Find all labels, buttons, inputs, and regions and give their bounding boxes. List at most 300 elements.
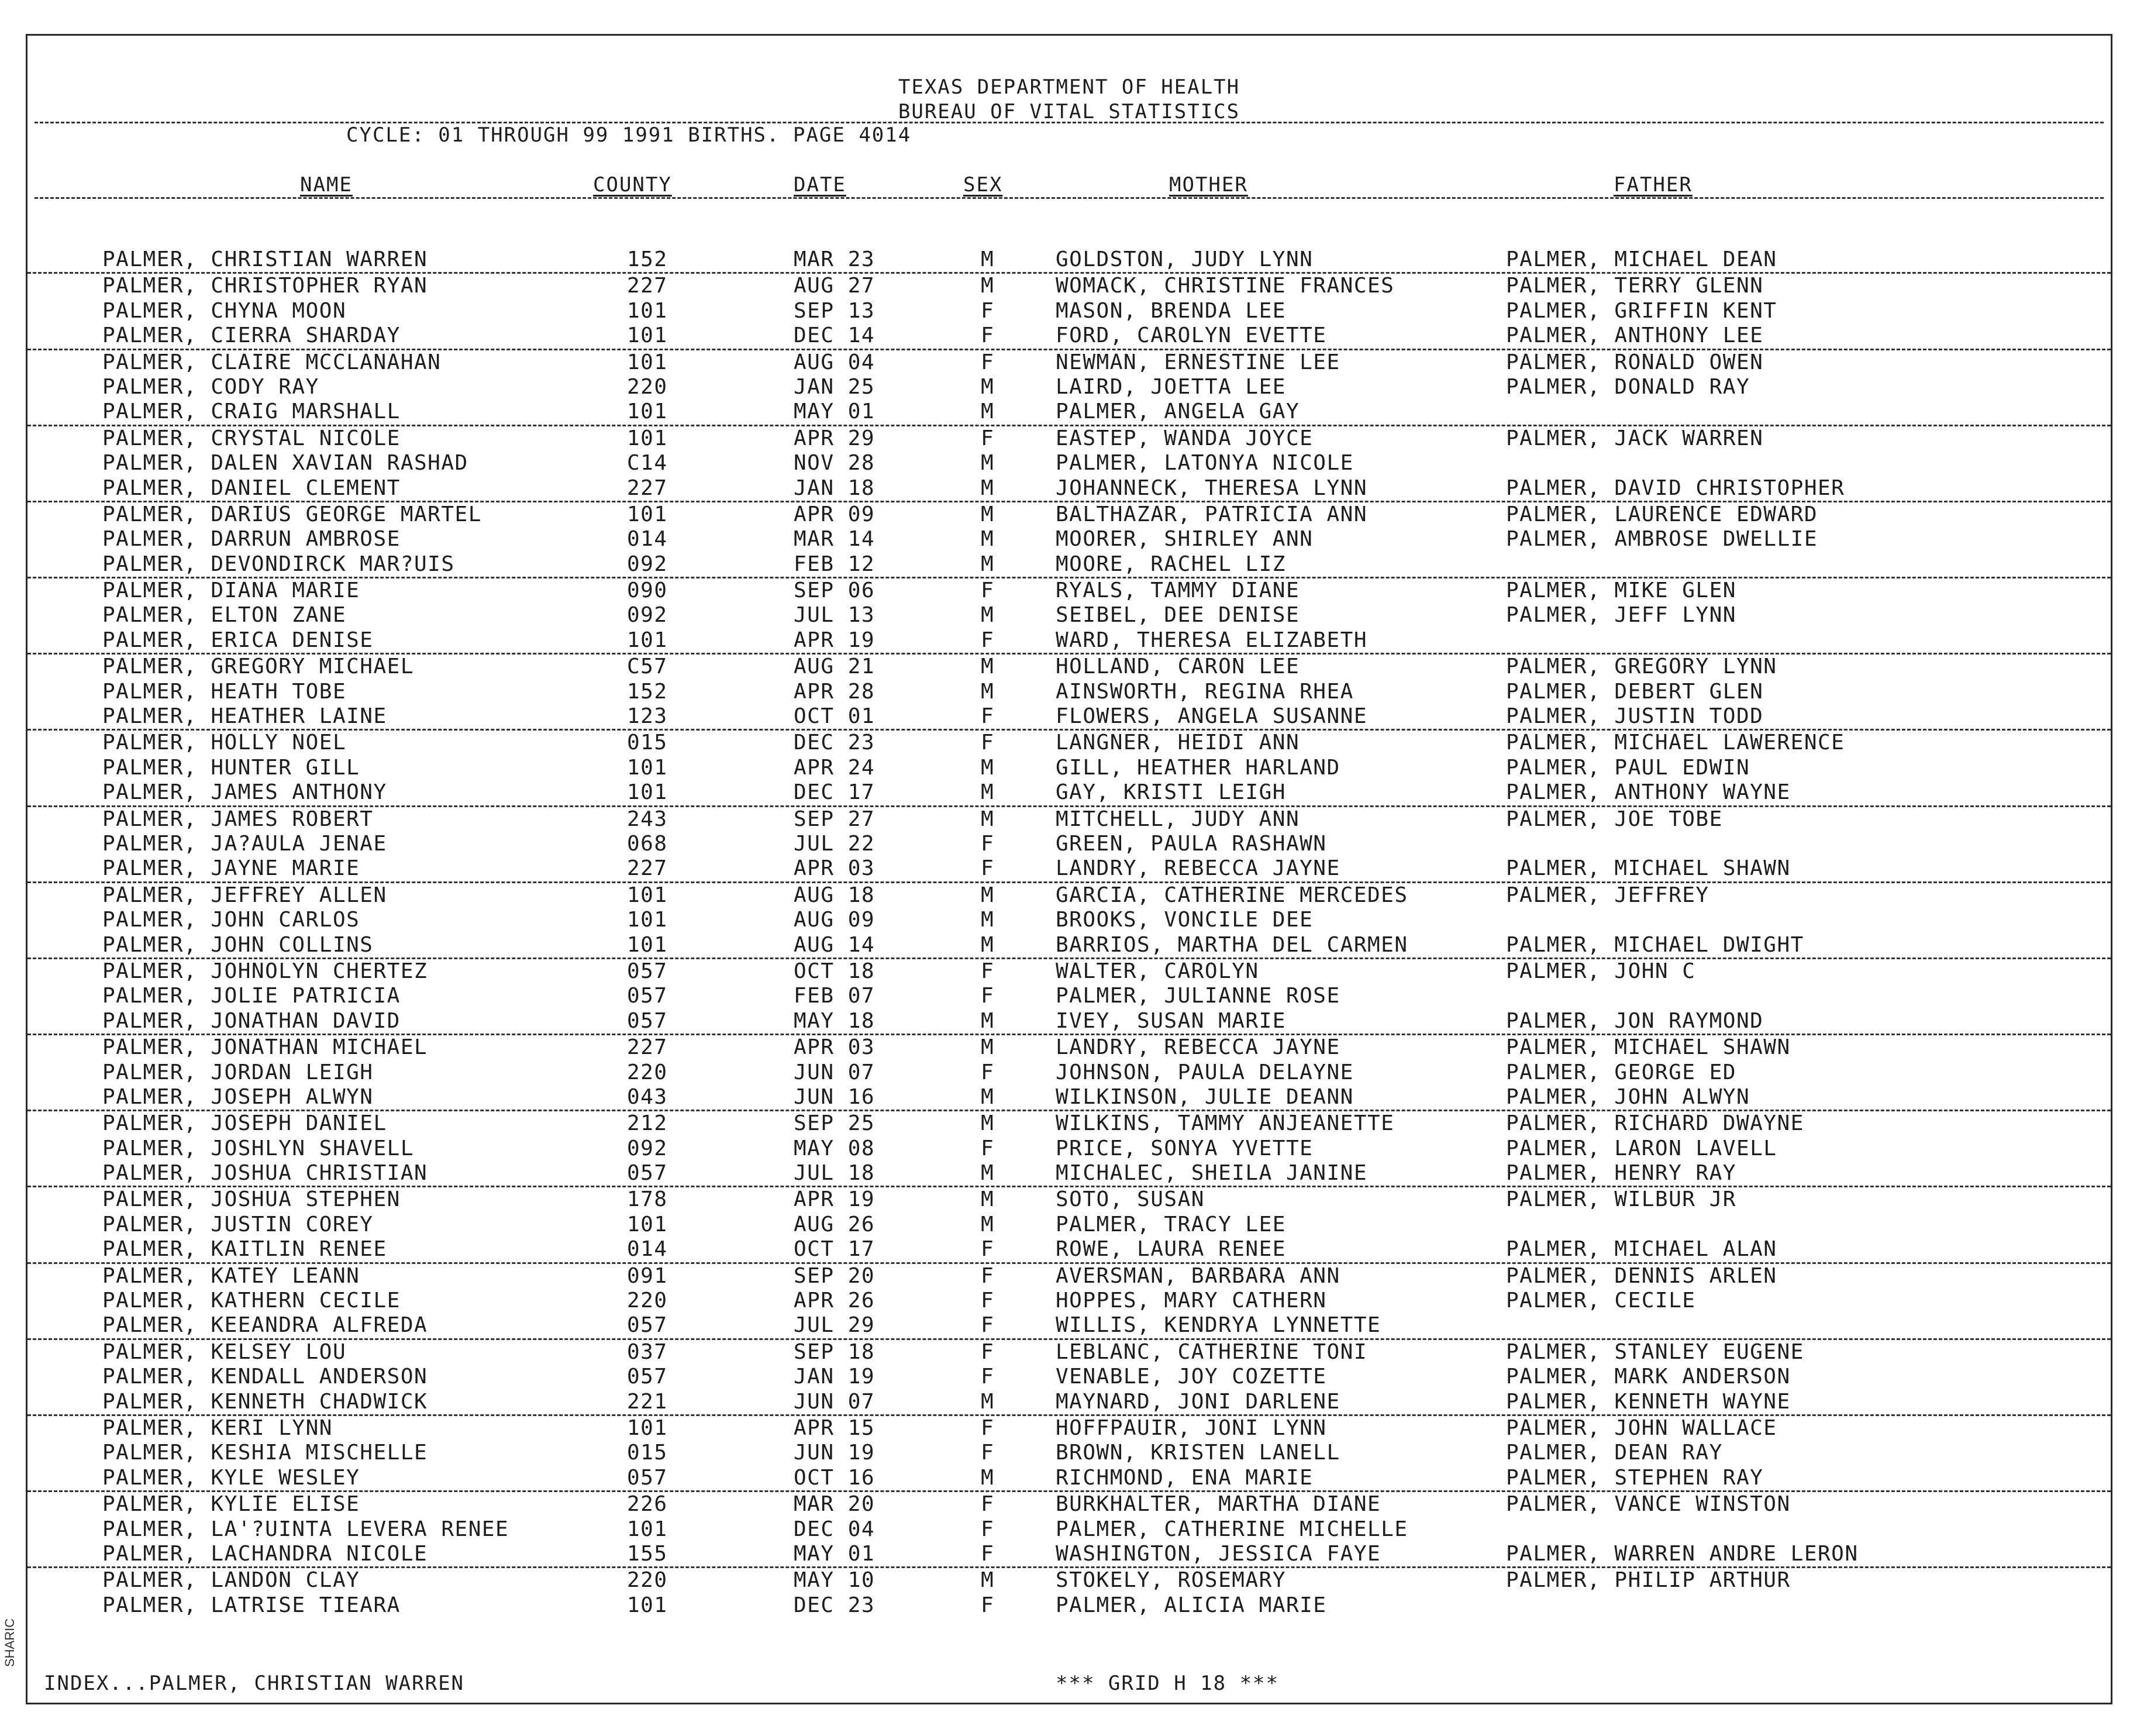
record-sex: F <box>981 1517 995 1541</box>
record-mother: PALMER, TRACY LEE <box>1056 1212 1286 1236</box>
record-row <box>27 1289 2111 1313</box>
record-row <box>27 1466 2111 1492</box>
record-sex: M <box>981 1212 995 1236</box>
record-date: OCT 18 <box>794 959 876 983</box>
record-county: 101 <box>627 883 668 907</box>
record-row <box>27 552 2111 578</box>
record-sex: F <box>981 731 995 755</box>
record-mother: WOMACK, CHRISTINE FRANCES <box>1056 274 1395 298</box>
record-mother: WILKINS, TAMMY ANJEANETTE <box>1056 1111 1395 1136</box>
record-date: MAR 14 <box>794 527 876 552</box>
record-father: PALMER, ANTHONY LEE <box>1506 323 1764 348</box>
record-father: PALMER, DEAN RAY <box>1506 1441 1723 1465</box>
record-name: PALMER, LACHANDRA NICOLE <box>102 1541 428 1566</box>
record-county: 101 <box>627 1212 668 1236</box>
record-date: OCT 17 <box>794 1237 876 1262</box>
column-header-county: COUNTY <box>593 173 672 197</box>
record-county: 243 <box>627 807 668 831</box>
record-date: FEB 07 <box>794 984 876 1008</box>
record-sex: F <box>981 1415 995 1440</box>
record-row <box>27 832 2111 856</box>
record-father: PALMER, CECILE <box>1506 1289 1696 1313</box>
record-father: PALMER, STEPHEN RAY <box>1506 1465 1764 1490</box>
record-father: PALMER, JUSTIN TODD <box>1506 704 1764 729</box>
record-father: PALMER, STANLEY EUGENE <box>1506 1339 1804 1364</box>
record-row <box>27 1517 2111 1542</box>
record-sex: M <box>981 1111 995 1136</box>
record-date: SEP 13 <box>794 298 876 323</box>
record-mother: MICHALEC, SHEILA JANINE <box>1056 1161 1367 1186</box>
record-name: PALMER, KATHERN CECILE <box>102 1289 401 1313</box>
record-county: 101 <box>627 350 668 374</box>
record-sex: M <box>981 476 995 500</box>
record-county: 057 <box>627 1313 668 1338</box>
record-father: PALMER, GREGORY LYNN <box>1506 655 1777 679</box>
record-father: PALMER, WILBUR JR <box>1506 1187 1736 1212</box>
record-row <box>27 655 2111 679</box>
record-sex: M <box>981 1389 995 1414</box>
record-sex: F <box>981 1365 995 1389</box>
record-county: 227 <box>627 856 668 881</box>
record-county: 091 <box>627 1263 668 1288</box>
record-date: AUG 27 <box>794 274 876 298</box>
record-father: PALMER, DENNIS ARLEN <box>1506 1263 1777 1288</box>
record-sex: F <box>981 578 995 603</box>
record-date: JUL 13 <box>794 603 876 628</box>
record-sex: M <box>981 655 995 679</box>
record-father: PALMER, JEFF LYNN <box>1506 603 1736 628</box>
record-date: DEC 04 <box>794 1517 876 1541</box>
record-mother: BALTHAZAR, PATRICIA ANN <box>1056 502 1367 526</box>
record-row <box>27 1492 2111 1517</box>
record-row <box>27 1060 2111 1085</box>
record-row <box>27 1237 2111 1263</box>
record-row <box>27 1161 2111 1187</box>
record-sex: M <box>981 1568 995 1593</box>
record-row <box>27 1264 2111 1289</box>
record-county: 101 <box>627 628 668 652</box>
record-county: 057 <box>627 984 668 1008</box>
record-county: 068 <box>627 831 668 856</box>
record-father: PALMER, DONALD RAY <box>1506 374 1750 399</box>
record-row <box>27 1187 2111 1212</box>
record-sex: F <box>981 984 995 1008</box>
record-mother: MASON, BRENDA LEE <box>1056 298 1286 323</box>
record-mother: FORD, CAROLYN EVETTE <box>1056 323 1327 348</box>
record-father: PALMER, LARON LAVELL <box>1506 1136 1777 1160</box>
record-father: PALMER, MICHAEL DEAN <box>1506 247 1777 271</box>
record-mother: HOFFPAUIR, JONI LYNN <box>1056 1415 1327 1440</box>
record-name: PALMER, JOLIE PATRICIA <box>102 984 401 1008</box>
record-county: 092 <box>627 552 668 576</box>
record-father: PALMER, PAUL EDWIN <box>1506 755 1750 780</box>
record-mother: GREEN, PAULA RASHAWN <box>1056 831 1327 856</box>
record-date: MAY 01 <box>794 399 876 424</box>
record-name: PALMER, JUSTIN COREY <box>102 1212 374 1236</box>
record-father: PALMER, VANCE WINSTON <box>1506 1492 1791 1517</box>
record-name: PALMER, CHRISTIAN WARREN <box>102 247 428 271</box>
record-row <box>27 274 2111 298</box>
record-date: APR 03 <box>794 856 876 881</box>
record-date: APR 15 <box>794 1415 876 1440</box>
record-name: PALMER, CRYSTAL NICOLE <box>102 426 401 450</box>
record-date: MAR 20 <box>794 1492 876 1517</box>
record-row <box>27 1390 2111 1416</box>
record-date: JUN 07 <box>794 1060 876 1084</box>
record-sex: M <box>981 883 995 907</box>
margin-note: SHARIC <box>2 1618 17 1667</box>
record-sex: M <box>981 780 995 805</box>
record-date: AUG 04 <box>794 350 876 374</box>
record-row <box>27 1441 2111 1465</box>
record-county: 155 <box>627 1541 668 1566</box>
record-name: PALMER, JOHNOLYN CHERTEZ <box>102 959 428 983</box>
record-mother: WASHINGTON, JESSICA FAYE <box>1056 1541 1381 1566</box>
record-name: PALMER, LA'?UINTA LEVERA RENEE <box>102 1517 509 1541</box>
record-mother: MOORER, SHIRLEY ANN <box>1056 527 1314 552</box>
record-row <box>27 628 2111 655</box>
record-county: 014 <box>627 1237 668 1262</box>
record-date: MAR 23 <box>794 247 876 271</box>
record-father: PALMER, RONALD OWEN <box>1506 350 1764 374</box>
record-name: PALMER, GREGORY MICHAEL <box>102 655 414 679</box>
record-sex: M <box>981 502 995 526</box>
column-header-mother: MOTHER <box>1169 173 1248 197</box>
record-row <box>27 1365 2111 1389</box>
record-row <box>27 1035 2111 1060</box>
record-sex: M <box>981 451 995 476</box>
record-father: PALMER, MICHAEL LAWERENCE <box>1506 731 1845 755</box>
record-row <box>27 1111 2111 1136</box>
record-mother: JOHANNECK, THERESA LYNN <box>1056 476 1367 500</box>
record-county: 101 <box>627 755 668 780</box>
record-row <box>27 1593 2111 1618</box>
record-row <box>27 883 2111 908</box>
record-sex: M <box>981 1084 995 1109</box>
record-mother: EASTEP, WANDA JOYCE <box>1056 426 1314 450</box>
record-row <box>27 780 2111 807</box>
record-county: 101 <box>627 908 668 932</box>
record-date: MAY 10 <box>794 1568 876 1593</box>
record-date: SEP 06 <box>794 578 876 603</box>
record-sex: F <box>981 856 995 881</box>
record-sex: F <box>981 1237 995 1262</box>
record-name: PALMER, LATRISE TIEARA <box>102 1593 401 1617</box>
record-row <box>27 299 2111 323</box>
record-date: APR 19 <box>794 1187 876 1212</box>
record-row <box>27 1340 2111 1365</box>
record-mother: LAIRD, JOETTA LEE <box>1056 374 1286 399</box>
record-mother: NEWMAN, ERNESTINE LEE <box>1056 350 1340 374</box>
record-mother: LEBLANC, CATHERINE TONI <box>1056 1339 1367 1364</box>
record-father: PALMER, ANTHONY WAYNE <box>1506 780 1791 805</box>
record-name: PALMER, DARRUN AMBROSE <box>102 527 401 552</box>
record-county: 178 <box>627 1187 668 1212</box>
record-sex: M <box>981 908 995 932</box>
record-mother: MOORE, RACHEL LIZ <box>1056 552 1286 576</box>
record-row <box>27 1009 2111 1035</box>
record-mother: AVERSMAN, BARBARA ANN <box>1056 1263 1340 1288</box>
record-row <box>27 399 2111 426</box>
record-name: PALMER, JORDAN LEIGH <box>102 1060 374 1084</box>
report-page <box>26 34 2112 1704</box>
record-county: 101 <box>627 1593 668 1617</box>
record-row <box>27 1085 2111 1111</box>
record-county: 152 <box>627 247 668 271</box>
record-name: PALMER, JEFFREY ALLEN <box>102 883 387 907</box>
record-mother: JOHNSON, PAULA DELAYNE <box>1056 1060 1354 1084</box>
record-date: JUL 18 <box>794 1161 876 1186</box>
record-mother: HOLLAND, CARON LEE <box>1056 655 1300 679</box>
record-county: 057 <box>627 1008 668 1033</box>
record-date: FEB 12 <box>794 552 876 576</box>
record-county: 212 <box>627 1111 668 1136</box>
record-name: PALMER, KAITLIN RENEE <box>102 1237 387 1262</box>
record-mother: GOLDSTON, JUDY LYNN <box>1056 247 1314 271</box>
record-date: AUG 18 <box>794 883 876 907</box>
record-mother: FLOWERS, ANGELA SUSANNE <box>1056 704 1367 729</box>
record-mother: BARRIOS, MARTHA DEL CARMEN <box>1056 932 1408 957</box>
record-county: 227 <box>627 274 668 298</box>
record-name: PALMER, KESHIA MISCHELLE <box>102 1441 428 1465</box>
record-father: PALMER, MARK ANDERSON <box>1506 1365 1791 1389</box>
record-county: 057 <box>627 1161 668 1186</box>
record-father: PALMER, JOHN C <box>1506 959 1696 983</box>
record-sex: F <box>981 628 995 652</box>
record-father: PALMER, JOE TOBE <box>1506 807 1723 831</box>
record-name: PALMER, JAYNE MARIE <box>102 856 360 881</box>
record-date: APR 19 <box>794 628 876 652</box>
record-date: MAY 08 <box>794 1136 876 1160</box>
record-mother: RYALS, TAMMY DIANE <box>1056 578 1300 603</box>
record-name: PALMER, JOSEPH DANIEL <box>102 1111 387 1136</box>
record-father: PALMER, KENNETH WAYNE <box>1506 1389 1791 1414</box>
record-mother: LANGNER, HEIDI ANN <box>1056 731 1300 755</box>
record-father: PALMER, MICHAEL SHAWN <box>1506 856 1791 881</box>
record-name: PALMER, JONATHAN MICHAEL <box>102 1035 428 1060</box>
record-row <box>27 1416 2111 1441</box>
record-name: PALMER, DEVONDIRCK MAR?UIS <box>102 552 455 576</box>
record-name: PALMER, KENDALL ANDERSON <box>102 1365 428 1389</box>
record-sex: F <box>981 350 995 374</box>
record-name: PALMER, KATEY LEANN <box>102 1263 360 1288</box>
record-county: 092 <box>627 1136 668 1160</box>
record-date: AUG 09 <box>794 908 876 932</box>
record-name: PALMER, DIANA MARIE <box>102 578 360 603</box>
record-county: 101 <box>627 932 668 957</box>
record-row <box>27 476 2111 502</box>
record-county: 057 <box>627 1465 668 1490</box>
column-header-name: NAME <box>300 173 353 197</box>
record-mother: BURKHALTER, MARTHA DIANE <box>1056 1492 1381 1517</box>
record-date: OCT 01 <box>794 704 876 729</box>
record-name: PALMER, JOHN CARLOS <box>102 908 360 932</box>
header-divider <box>35 122 2104 123</box>
record-county: 220 <box>627 1568 668 1593</box>
record-sex: F <box>981 959 995 983</box>
record-date: JAN 19 <box>794 1365 876 1389</box>
record-date: APR 24 <box>794 755 876 780</box>
record-date: DEC 23 <box>794 1593 876 1617</box>
record-date: JAN 18 <box>794 476 876 500</box>
record-row <box>27 680 2111 704</box>
record-father: PALMER, MICHAEL ALAN <box>1506 1237 1777 1262</box>
record-county: 057 <box>627 1365 668 1389</box>
record-mother: AINSWORTH, REGINA RHEA <box>1056 679 1354 704</box>
record-sex: F <box>981 1060 995 1084</box>
record-sex: M <box>981 1035 995 1060</box>
record-row <box>27 603 2111 628</box>
record-mother: PALMER, LATONYA NICOLE <box>1056 451 1354 476</box>
column-header-father: FATHER <box>1614 173 1693 197</box>
record-father: PALMER, JEFFREY <box>1506 883 1709 907</box>
record-county: 101 <box>627 399 668 424</box>
record-mother: LANDRY, REBECCA JAYNE <box>1056 1035 1340 1060</box>
record-sex: F <box>981 1313 995 1338</box>
record-row <box>27 451 2111 476</box>
record-sex: M <box>981 1161 995 1186</box>
record-mother: IVEY, SUSAN MARIE <box>1056 1008 1286 1033</box>
record-sex: M <box>981 679 995 704</box>
record-father: PALMER, MIKE GLEN <box>1506 578 1736 603</box>
record-date: APR 09 <box>794 502 876 526</box>
record-county: 220 <box>627 374 668 399</box>
record-sex: F <box>981 1339 995 1364</box>
record-father: PALMER, HENRY RAY <box>1506 1161 1736 1186</box>
record-county: 101 <box>627 1517 668 1541</box>
record-mother: GARCIA, CATHERINE MERCEDES <box>1056 883 1408 907</box>
record-name: PALMER, DALEN XAVIAN RASHAD <box>102 451 468 476</box>
record-row <box>27 1568 2111 1593</box>
record-name: PALMER, DANIEL CLEMENT <box>102 476 401 500</box>
grid-reference: *** GRID H 18 *** <box>1056 1672 1279 1695</box>
record-county: 037 <box>627 1339 668 1364</box>
report-title: TEXAS DEPARTMENT OF HEALTH <box>898 75 1240 99</box>
record-mother: PALMER, ALICIA MARIE <box>1056 1593 1327 1617</box>
record-county: 057 <box>627 959 668 983</box>
record-row <box>27 247 2111 274</box>
record-mother: VENABLE, JOY COZETTE <box>1056 1365 1327 1389</box>
record-name: PALMER, JOSEPH ALWYN <box>102 1084 374 1109</box>
record-sex: F <box>981 1441 995 1465</box>
record-mother: GILL, HEATHER HARLAND <box>1056 755 1340 780</box>
record-date: SEP 25 <box>794 1111 876 1136</box>
record-row <box>27 1136 2111 1161</box>
record-sex: F <box>981 323 995 348</box>
record-mother: MITCHELL, JUDY ANN <box>1056 807 1300 831</box>
record-row <box>27 731 2111 755</box>
record-date: DEC 23 <box>794 731 876 755</box>
record-mother: PRICE, SONYA YVETTE <box>1056 1136 1314 1160</box>
record-date: JAN 25 <box>794 374 876 399</box>
record-county: 015 <box>627 1441 668 1465</box>
record-county: 101 <box>627 1415 668 1440</box>
record-date: JUN 16 <box>794 1084 876 1109</box>
record-mother: WILLIS, KENDRYA LYNNETTE <box>1056 1313 1381 1338</box>
record-row <box>27 323 2111 350</box>
record-sex: F <box>981 831 995 856</box>
record-father: PALMER, JON RAYMOND <box>1506 1008 1764 1033</box>
record-mother: WALTER, CAROLYN <box>1056 959 1259 983</box>
column-headers <box>27 173 2111 202</box>
record-date: APR 26 <box>794 1289 876 1313</box>
record-mother: WARD, THERESA ELIZABETH <box>1056 628 1367 652</box>
record-mother: WILKINSON, JULIE DEANN <box>1056 1084 1354 1109</box>
record-name: PALMER, DARIUS GEORGE MARTEL <box>102 502 482 526</box>
record-mother: LANDRY, REBECCA JAYNE <box>1056 856 1340 881</box>
record-father: PALMER, JOHN ALWYN <box>1506 1084 1750 1109</box>
record-sex: M <box>981 1008 995 1033</box>
record-mother: BROWN, KRISTEN LANELL <box>1056 1441 1340 1465</box>
record-sex: M <box>981 527 995 552</box>
record-name: PALMER, ELTON ZANE <box>102 603 347 628</box>
record-name: PALMER, HOLLY NOEL <box>102 731 347 755</box>
record-date: APR 29 <box>794 426 876 450</box>
record-row <box>27 578 2111 603</box>
cycle-line: CYCLE: 01 THROUGH 99 1991 BIRTHS. PAGE 4014 <box>346 123 912 147</box>
record-sex: M <box>981 399 995 424</box>
record-mother: PALMER, JULIANNE ROSE <box>1056 984 1340 1008</box>
record-date: MAY 18 <box>794 1008 876 1033</box>
record-date: AUG 14 <box>794 932 876 957</box>
record-name: PALMER, KENNETH CHADWICK <box>102 1389 428 1414</box>
record-row <box>27 1542 2111 1568</box>
record-name: PALMER, CHYNA MOON <box>102 298 347 323</box>
column-header-date: DATE <box>794 173 846 197</box>
record-father: PALMER, JACK WARREN <box>1506 426 1764 450</box>
record-father: PALMER, LAURENCE EDWARD <box>1506 502 1818 526</box>
record-sex: M <box>981 274 995 298</box>
record-county: 090 <box>627 578 668 603</box>
record-name: PALMER, KYLIE ELISE <box>102 1492 360 1517</box>
record-father: PALMER, GEORGE ED <box>1506 1060 1736 1084</box>
record-date: DEC 14 <box>794 323 876 348</box>
record-name: PALMER, JOSHUA STEPHEN <box>102 1187 401 1212</box>
column-header-sex: SEX <box>963 173 1003 197</box>
record-sex: F <box>981 1541 995 1566</box>
record-date: SEP 18 <box>794 1339 876 1364</box>
record-father: PALMER, TERRY GLENN <box>1506 274 1764 298</box>
record-name: PALMER, CIERRA SHARDAY <box>102 323 401 348</box>
record-county: 101 <box>627 323 668 348</box>
record-county: 227 <box>627 1035 668 1060</box>
record-name: PALMER, KELSEY LOU <box>102 1339 347 1364</box>
record-sex: M <box>981 552 995 576</box>
record-father: PALMER, AMBROSE DWELLIE <box>1506 527 1818 552</box>
record-father: PALMER, DAVID CHRISTOPHER <box>1506 476 1845 500</box>
record-row <box>27 807 2111 832</box>
record-sex: F <box>981 298 995 323</box>
record-mother: RICHMOND, ENA MARIE <box>1056 1465 1314 1490</box>
record-name: PALMER, HEATH TOBE <box>102 679 347 704</box>
record-county: 101 <box>627 298 668 323</box>
record-date: JUL 22 <box>794 831 876 856</box>
record-father: PALMER, GRIFFIN KENT <box>1506 298 1777 323</box>
record-mother: STOKELY, ROSEMARY <box>1056 1568 1286 1593</box>
record-date: NOV 28 <box>794 451 876 476</box>
record-father: PALMER, DEBERT GLEN <box>1506 679 1764 704</box>
record-sex: M <box>981 755 995 780</box>
record-county: 101 <box>627 502 668 526</box>
record-county: 226 <box>627 1492 668 1517</box>
record-row <box>27 704 2111 731</box>
record-mother: HOPPES, MARY CATHERN <box>1056 1289 1327 1313</box>
record-father: PALMER, MICHAEL SHAWN <box>1506 1035 1791 1060</box>
index-footer: INDEX...PALMER, CHRISTIAN WARREN <box>44 1672 465 1695</box>
record-row <box>27 350 2111 375</box>
birth-record-list <box>27 247 2111 1618</box>
record-name: PALMER, JOSHUA CHRISTIAN <box>102 1161 428 1186</box>
